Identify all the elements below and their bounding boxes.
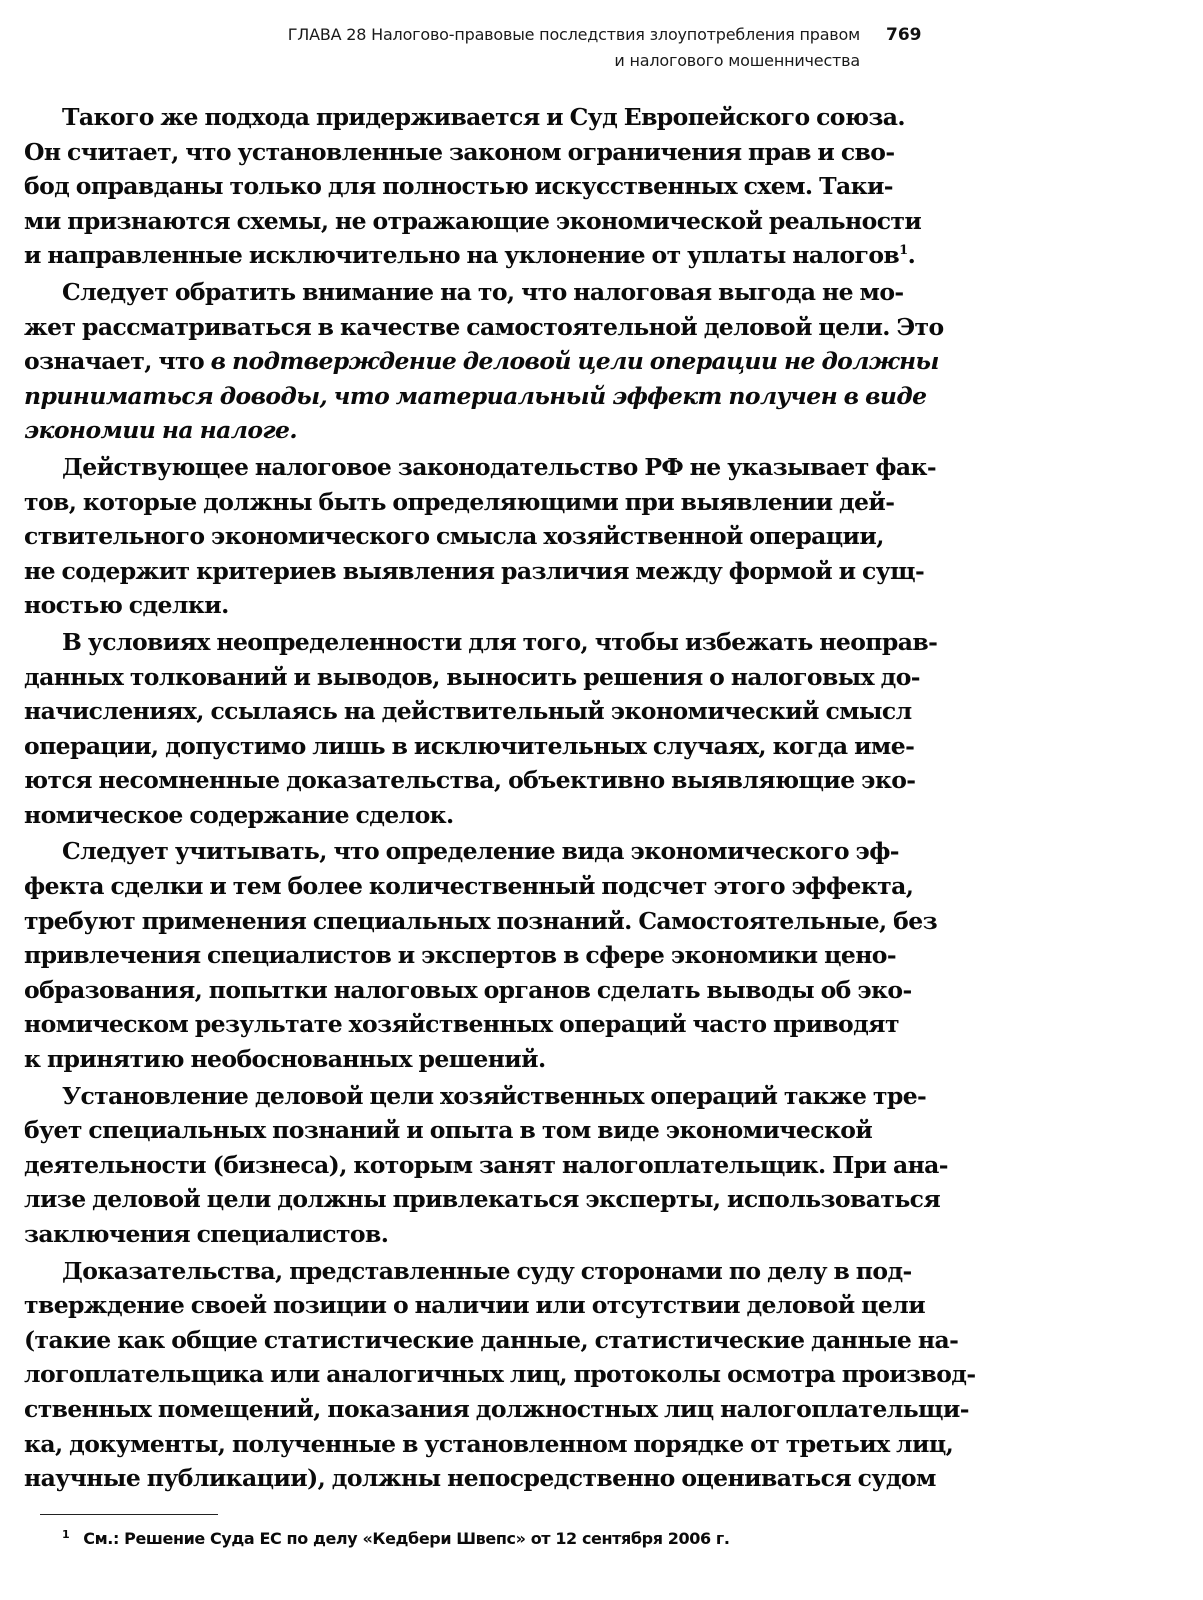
text-line: Он считает, что установленные законом ограничения прав и сво- xyxy=(24,137,895,166)
italic-text-line: экономии на налоге. xyxy=(24,416,297,445)
text-line: ственных помещений, показания должностных лиц налогоплательщи- xyxy=(24,1394,969,1423)
body-text xyxy=(24,100,976,1498)
paragraph-5 xyxy=(24,834,937,1076)
text-line: ка, документы, полученные в установленном порядке от третьих лиц, xyxy=(24,1429,954,1458)
paragraph-6 xyxy=(24,1079,948,1252)
paragraph-2 xyxy=(24,275,944,448)
text-line: Такого же подхода придерживается и Суд Европейского союза. xyxy=(62,103,905,131)
text-line: требуют применения специальных познаний. Самостоятельные, без xyxy=(24,906,937,935)
text-line: данных толкований и выводов, выносить решения о налоговых до- xyxy=(24,662,920,691)
paragraph-3 xyxy=(24,450,936,623)
footnote-divider xyxy=(40,1514,218,1515)
footnote-reference: 1 xyxy=(899,243,908,259)
text-line-mixed xyxy=(24,344,939,379)
page-number: 769 xyxy=(886,25,922,45)
text-line: Действующее налоговое законодательство РФ не указывает фак- xyxy=(62,452,936,481)
text-line: деятельности (бизнеса), которым занят налогоплательщик. При ана- xyxy=(24,1150,948,1179)
paragraph-7 xyxy=(24,1254,976,1496)
text-line: Следует обратить внимание на то, что налоговая выгода не мо- xyxy=(62,277,904,306)
italic-text-line: приниматься доводы, что материальный эффект получен в виде xyxy=(24,381,927,410)
text-line: не содержит критериев выявления различия между формой и сущ- xyxy=(24,556,925,585)
chapter-title-line-2: и налогового мошенничества xyxy=(614,51,860,70)
text-line: бод оправданы только для полностью искусственных схем. Таки- xyxy=(24,172,893,201)
footnote xyxy=(62,1522,862,1552)
text-line: номическое содержание сделок. xyxy=(24,800,454,829)
text-line: ствительного экономического смысла хозяйственной операции, xyxy=(24,522,884,551)
text-line: научные публикации), должны непосредственно оцениваться судом xyxy=(24,1464,936,1493)
text-line: ностью сделки. xyxy=(24,591,229,620)
text-line: Следует учитывать, что определение вида экономического эф- xyxy=(62,837,899,866)
italic-text-fragment: в подтверждение деловой цели операции не должны xyxy=(210,347,939,376)
footnote-text: См.: Решение Суда ЕС по делу «Кедбери Швепс» от 12 сентября 2006 г. xyxy=(83,1529,730,1548)
text-line: ются несомненные доказательства, объективно выявляющие эко- xyxy=(24,766,916,795)
text-line: заключения специалистов. xyxy=(24,1220,389,1248)
text-line: образования, попытки налоговых органов сделать выводы об эко- xyxy=(24,975,912,1004)
text-line: В условиях неопределенности для того, чтобы избежать неоправ- xyxy=(62,627,938,656)
text-fragment: означает, что xyxy=(24,347,211,376)
footnote-mark: 1 xyxy=(62,1528,70,1541)
text-line: начислениях, ссылаясь на действительный экономический смысл xyxy=(24,697,912,726)
text-line: ми признаются схемы, не отражающие экономической реальности xyxy=(24,206,922,235)
text-line: номическом результате хозяйственных операций часто приводят xyxy=(24,1010,899,1039)
text-line: жет рассматриваться в качестве самостоятельной деловой цели. Это xyxy=(24,312,944,341)
text-line: тов, которые должны быть определяющими при выявлении дей- xyxy=(24,487,895,516)
text-line: Установление деловой цели хозяйственных операций также тре- xyxy=(62,1081,927,1110)
text-line: к принятию необоснованных решений. xyxy=(24,1045,546,1074)
text-line: тверждение своей позиции о наличии или отсутствии деловой цели xyxy=(24,1291,926,1320)
text-line: и направленные исключительно на уклонение от уплаты налогов xyxy=(24,241,900,270)
text-line-with-footnote: и направленные исключительно на уклонение от уплаты налогов$^1$. xyxy=(24,241,916,270)
chapter-title-line-1: ГЛАВА 28 Налогово-правовые последствия злоупотребления правом xyxy=(287,25,860,44)
text-line: операции, допустимо лишь в исключительных случаях, когда име- xyxy=(24,731,915,760)
text-line: Доказательства, представленные суду сторонами по делу в под- xyxy=(62,1256,912,1285)
paragraph-4 xyxy=(24,625,938,833)
text-line: (такие как общие статистические данные, статистические данные на- xyxy=(24,1325,959,1354)
text-line: лизе деловой цели должны привлекаться эксперты, использоваться xyxy=(24,1185,941,1214)
paragraph-1 xyxy=(24,100,922,273)
running-head xyxy=(120,22,860,74)
text-line: привлечения специалистов и экспертов в сфере экономики цено- xyxy=(24,941,897,970)
text-line: фекта сделки и тем более количественный подсчет этого эффекта, xyxy=(24,872,914,901)
text-line: бует специальных познаний и опыта в том виде экономической xyxy=(24,1116,873,1145)
text-line: логоплательщика или аналогичных лиц, протоколы осмотра производ- xyxy=(24,1360,976,1389)
